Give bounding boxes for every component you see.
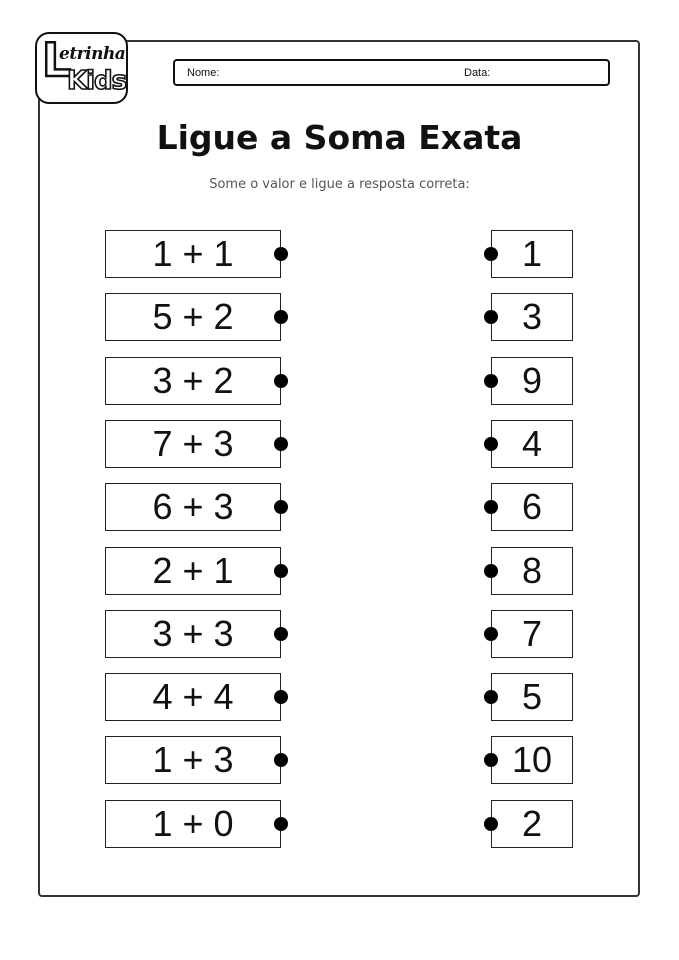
equation-connector-dot[interactable] [274, 437, 288, 451]
answer-box: 7 [491, 610, 573, 658]
answer-box: 6 [491, 483, 573, 531]
equation-box: 7 + 3 [105, 420, 281, 468]
name-date-field[interactable] [173, 59, 610, 86]
equation-box: 1 + 1 [105, 230, 281, 278]
equation-connector-dot[interactable] [274, 374, 288, 388]
logo-bottom-text: Kids [67, 66, 127, 96]
equation-box: 2 + 1 [105, 547, 281, 595]
answer-connector-dot[interactable] [484, 627, 498, 641]
logo-letter: L [42, 33, 72, 87]
answer-box: 2 [491, 800, 573, 848]
answer-box: 5 [491, 673, 573, 721]
answer-connector-dot[interactable] [484, 310, 498, 324]
equation-connector-dot[interactable] [274, 627, 288, 641]
equation-box: 6 + 3 [105, 483, 281, 531]
answer-connector-dot[interactable] [484, 500, 498, 514]
answer-connector-dot[interactable] [484, 374, 498, 388]
answer-box: 1 [491, 230, 573, 278]
letrinha-kids-logo [35, 32, 128, 104]
answer-box: 8 [491, 547, 573, 595]
equation-connector-dot[interactable] [274, 310, 288, 324]
name-label: Nome: [187, 67, 220, 79]
answer-box: 9 [491, 357, 573, 405]
equation-box: 1 + 3 [105, 736, 281, 784]
page-title: Ligue a Soma Exata [156, 118, 523, 157]
answer-connector-dot[interactable] [484, 690, 498, 704]
equation-box: 1 + 0 [105, 800, 281, 848]
answer-connector-dot[interactable] [484, 564, 498, 578]
answer-connector-dot[interactable] [484, 247, 498, 261]
equation-box: 3 + 3 [105, 610, 281, 658]
answer-box: 3 [491, 293, 573, 341]
equation-box: 5 + 2 [105, 293, 281, 341]
answer-box: 4 [491, 420, 573, 468]
answer-connector-dot[interactable] [484, 437, 498, 451]
equation-connector-dot[interactable] [274, 753, 288, 767]
answer-connector-dot[interactable] [484, 753, 498, 767]
equation-box: 3 + 2 [105, 357, 281, 405]
equation-connector-dot[interactable] [274, 690, 288, 704]
equation-box: 4 + 4 [105, 673, 281, 721]
logo-top-text: etrinha [59, 44, 126, 64]
answer-connector-dot[interactable] [484, 817, 498, 831]
equation-connector-dot[interactable] [274, 817, 288, 831]
equation-connector-dot[interactable] [274, 564, 288, 578]
equation-connector-dot[interactable] [274, 500, 288, 514]
date-label: Data: [464, 67, 491, 79]
equation-connector-dot[interactable] [274, 247, 288, 261]
instructions: Some o valor e ligue a resposta correta: [209, 177, 470, 192]
answer-box: 10 [491, 736, 573, 784]
